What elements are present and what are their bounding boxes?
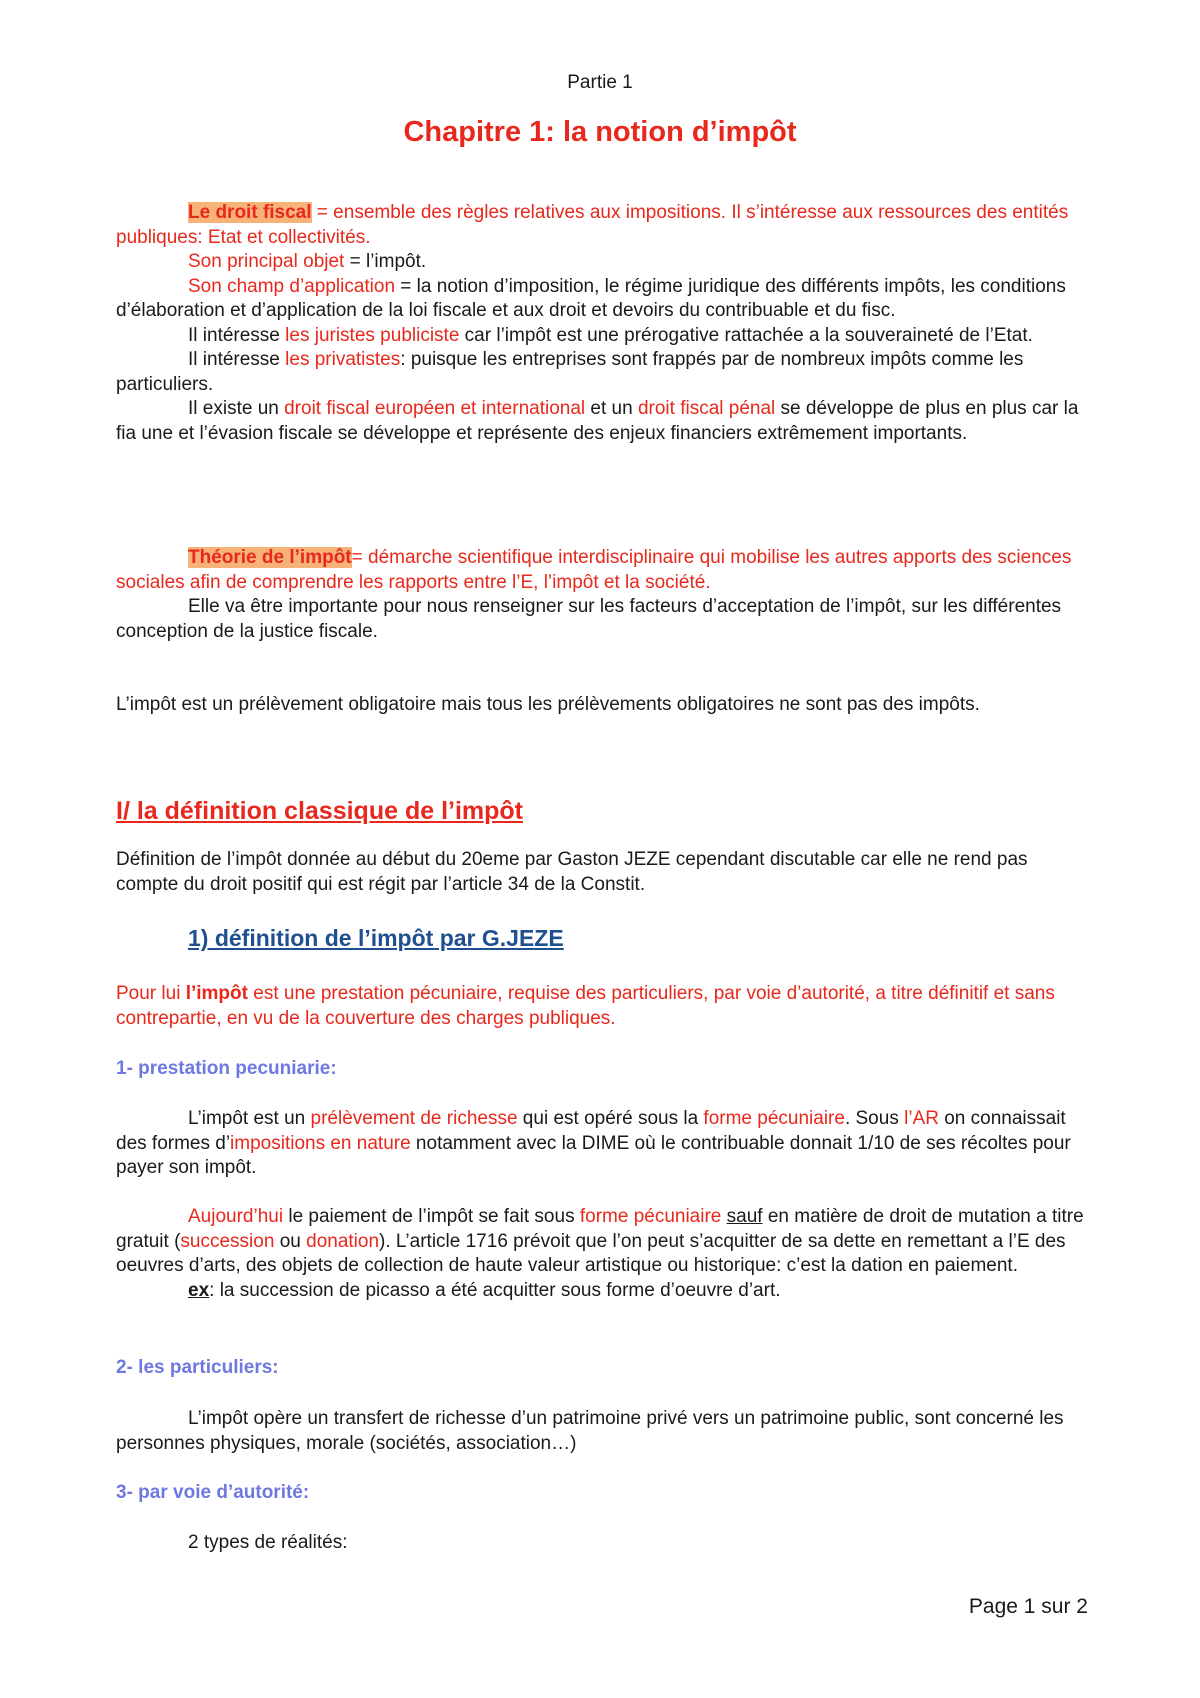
theorie-definition: Théorie de l’impôt= démarche scientifique interdisciplinaire qui mobilise les autres apports des sciences sociales afin de comprendre les rapports entre l’E, l’impôt et la société. xyxy=(116,547,1072,593)
prestation-paragraph-1: L’impôt est un prélèvement de richesse qui est opéré sous la forme pécuniaire. Sous l’AR on connaissait des formes d’impositions en nature notamment avec la DIME où le contribuable donnait 1/10 de ses récoltes pour payer son impôt. xyxy=(116,1108,1071,1178)
subheading-particuliers: 2- les particuliers: xyxy=(116,1357,279,1378)
example-label: ex xyxy=(188,1279,210,1301)
section-heading-2: 1) définition de l’impôt par G.JEZE xyxy=(188,925,564,951)
prestation-paragraph-2: Aujourd’hui le paiement de l’impôt se fait sous forme pécuniaire sauf en matière de droit de mutation a titre gratuit (succession ou donation). L’article 1716 prévoit que l’on peut s’acquitter de sa dette en remettant a l’E des oeuvres d’arts, des objets de collection de haute valeur artistique ou historique: c’est la dation en paiement. ex: la succession de picasso a été acquitter sous forme d’oeuvre d’art. xyxy=(116,1205,1091,1303)
subheading-prestation: 1- prestation pecuniarie: xyxy=(116,1058,337,1079)
champ-paragraph: Son champ d’application = la notion d’imposition, le régime juridique des différents impôts, les conditions d’élaboration et d’application de la loi fiscale et aux droit et devoirs du contribuable et du fisc. xyxy=(116,275,1066,321)
droit-europeen-paragraph: Il existe un droit fiscal européen et international et un droit fiscal pénal se développe de plus en plus car la fia une et l’évasion fiscale se développe et représente des enjeux financiers extrêmement importants. xyxy=(116,398,1079,444)
publicistes-paragraph: Il intéresse les juristes publiciste car l’impôt est une prérogative rattachée a la souveraineté de l’Etat. xyxy=(188,324,1033,346)
objet-paragraph: Son principal objet = l’impôt. xyxy=(188,251,427,272)
droit-fiscal-block xyxy=(116,201,1091,446)
particuliers-paragraph: L’impôt opère un transfert de richesse d’un patrimoine privé vers un patrimoine public, sont concerné les personnes physiques, morale (sociétés, association…) xyxy=(116,1408,1064,1454)
subheading-autorite: 3- par voie d’autorité: xyxy=(116,1482,310,1503)
privatistes-paragraph: Il intéresse les privatistes: puisque les entreprises sont frappés par de nombreux impôts comme les particuliers. xyxy=(116,349,1024,395)
autorite-paragraph: 2 types de réalités: xyxy=(188,1532,348,1553)
theorie-paragraph: Elle va être importante pour nous renseigner sur les facteurs d’acceptation de l’impôt, sur les différentes conception de la justice fiscale. xyxy=(116,596,1062,642)
droit-fiscal-definition: Le droit fiscal = ensemble des règles relatives aux impositions. Il s’intéresse aux ressources des entités publiques: Etat et collectivités. xyxy=(116,202,1069,248)
chapter-title: Chapitre 1: la notion d’impôt xyxy=(403,116,797,148)
section-heading-1: I/ la définition classique de l’impôt xyxy=(116,797,524,825)
example-line: ex: la succession de picasso a été acquitter sous forme d’oeuvre d’art. xyxy=(188,1279,781,1301)
jeze-definition: Pour lui l’impôt est une prestation pécuniaire, requise des particuliers, par voie d’autorité, a titre définitif et sans contrepartie, en vu de la couverture des charges publiques. xyxy=(116,983,1055,1029)
theorie-block xyxy=(116,546,1091,644)
section-1-intro: Définition de l’impôt donnée au début du 20eme par Gaston JEZE cependant discutable car elle ne rend pas compte du droit positif qui est régit par l’article 34 de la Constit. xyxy=(116,849,1028,895)
prelevement-paragraph: L’impôt est un prélèvement obligatoire mais tous les prélèvements obligatoires ne sont pas des impôts. xyxy=(116,694,980,715)
droit-fiscal-term: Le droit fiscal xyxy=(188,202,312,223)
part-label: Partie 1 xyxy=(567,72,633,93)
page-number: Page 1 sur 2 xyxy=(968,1595,1088,1618)
theorie-term: Théorie de l’impôt xyxy=(188,547,352,568)
